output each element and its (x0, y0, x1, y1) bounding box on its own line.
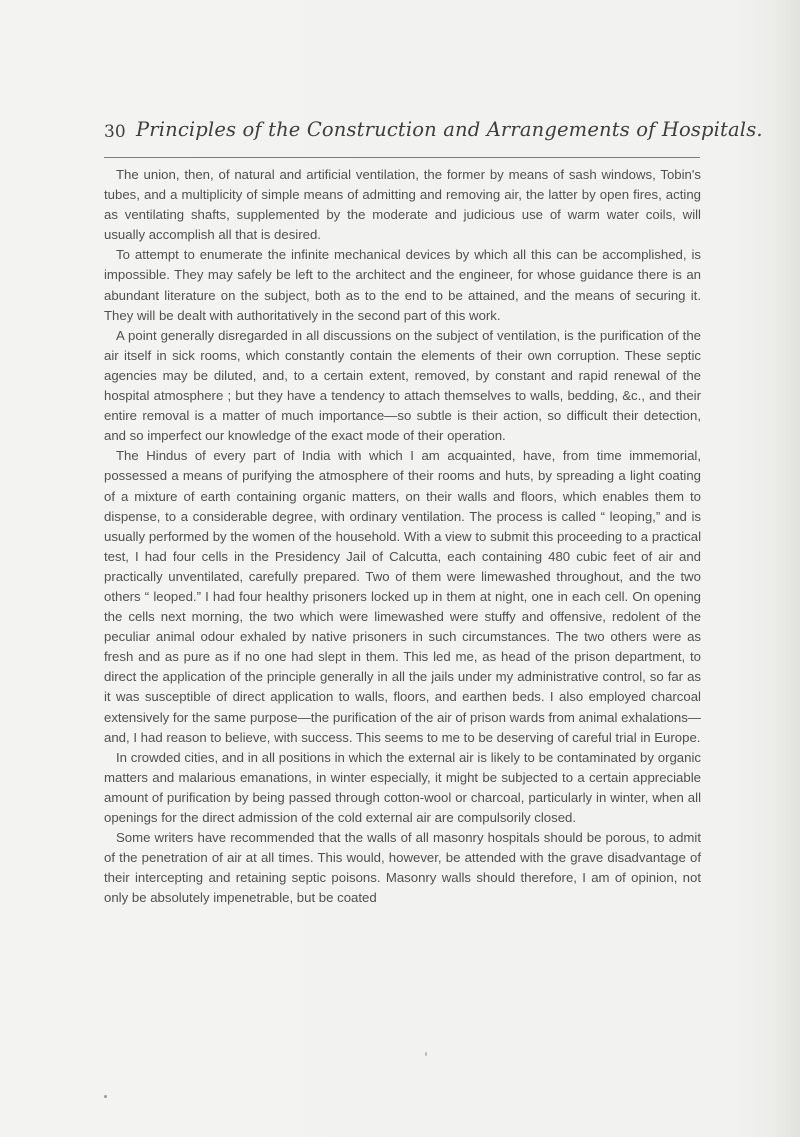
paragraph-mechanical-devices: To attempt to enumerate the infinite mechanical devices by which all this can be accomplished, is impossible. They may safely be left to the architect and the engineer, for whose guidance there is an abundant literature on the subject, both as to the end to be attained, and the means of securing it. They will be dealt with authoritatively in the second part of this work. (104, 247, 701, 323)
paragraph-air-purification: A point generally disregarded in all discussions on the subject of ventilation, is the purification of the air itself in sick rooms, which constantly contain the elements of their own corruption. These septic agencies may be diluted, and, to a certain extent, removed, by constant and rapid renewal of the hospital atmosphere ; but they have a tendency to attach themselves to walls, bedding, &c., and their entire removal is a matter of much importance—so subtle is their action, so difficult their detection, and so imperfect our knowledge of the exact mode of their operation. (104, 327, 701, 444)
paragraph-ventilation-union: The union, then, of natural and artificial ventilation, the former by means of sash windows, Tobin's tubes, and a multiplicity of simple means of admitting and removing air, the latter by open fires, acting as ventilating shafts, supplemented by the moderate and judicious use of warm water coils, will usually accomplish all that is desired. (104, 167, 701, 243)
running-title: Principles of the Construction and Arrangements of Hospitals. (136, 118, 763, 141)
paragraph-porous-walls: Some writers have recommended that the walls of all masonry hospitals should be porous, to admit of the penetration of air at all times. This would, however, be attended with the grave disadvantage of their intercepting and retaining septic poisons. Masonry walls should therefore, I am of opinion, not only be absolutely impenetrable, but be coated (104, 830, 701, 906)
paper-speck (425, 1052, 427, 1056)
page-number: 30 (104, 122, 126, 142)
page-header (104, 118, 763, 148)
paragraph-crowded-cities: In crowded cities, and in all positions in which the external air is likely to be contaminated by organic matters and malarious emanations, in winter especially, it might be subjected to a certain appreciable amount of purification by being passed through cotton-wool or charcoal, particularly in winter, when all openings for the direct admission of the cold external air are compulsorily closed. (104, 749, 701, 825)
body-text (104, 165, 701, 908)
paragraph-hindu-leoping: The Hindus of every part of India with which I am acquainted, have, from time immemorial, possessed a means of purifying the atmosphere of their rooms and huts, by spreading a light coating of a mixture of earth containing organic matters, on their walls and floors, which enables them to dispense, to a considerable degree, with ordinary ventilation. The process is called “ leoping,” and is usually performed by the women of the household. With a view to submit this proceeding to a practical test, I had four cells in the Presidency Jail of Calcutta, each containing 480 cubic feet of air and practically unventilated, carefully prepared. Two of them were limewashed throughout, and the two others “ leoped.” I had four healthy prisoners locked up in them at night, one in each cell. On opening the cells next morning, the two which were limewashed were stuffy and offensive, redolent of the peculiar animal odour exhaled by native prisoners in such circumstances. The two others were as fresh and as pure as if no one had slept in them. This led me, as head of the prison department, to direct the application of the principle generally in all the jails under my administrative control, so far as it was susceptible of direct application to walls, floors, and earthen beds. I also employed charcoal extensively for the same purpose—the purification of the air of prison wards from animal exhalations—and, I had reason to believe, with success. This seems to me to be deserving of careful trial in Europe. (104, 448, 701, 745)
header-rule (104, 157, 700, 158)
paper-speck (104, 1095, 107, 1098)
